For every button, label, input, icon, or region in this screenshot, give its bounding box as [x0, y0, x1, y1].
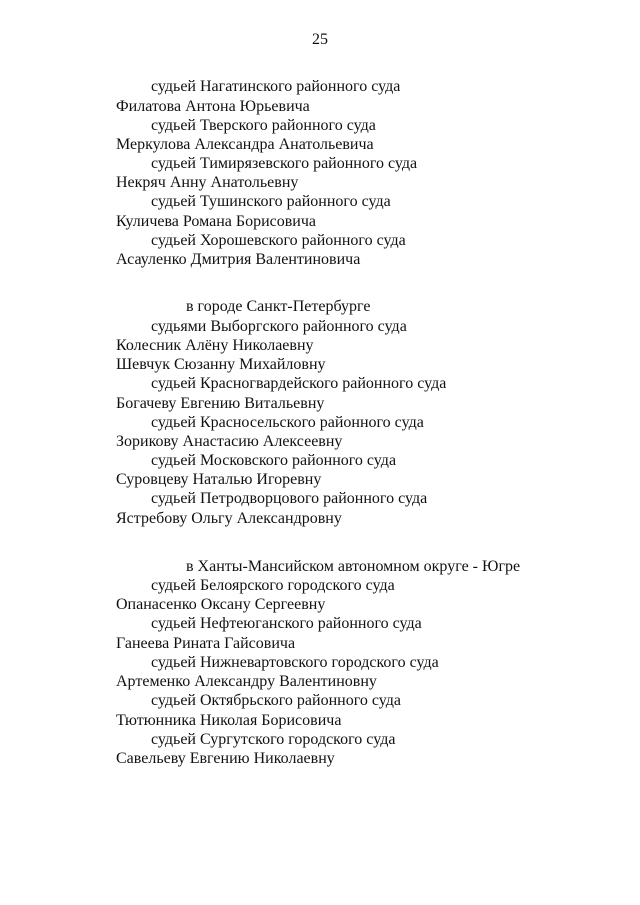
- court-line: судьей Красногвардейского районного суда: [151, 375, 447, 392]
- judge-name: Богачеву Евгению Витальевну: [116, 395, 325, 412]
- court-line: судьей Сургутского городского суда: [151, 731, 396, 748]
- court-line: судьями Выборгского районного суда: [151, 318, 407, 335]
- court-line: судьей Хорошевского районного суда: [151, 232, 406, 249]
- court-line: судьей Тверского районного суда: [151, 117, 376, 134]
- court-line: судьей Нефтеюганского районного суда: [151, 615, 422, 632]
- judge-name: Ястребову Ольгу Александровну: [116, 510, 342, 527]
- court-line: судьей Красносельского районного суда: [151, 414, 424, 431]
- court-line: судьей Петродворцового районного суда: [151, 490, 428, 507]
- court-line: судьей Тимирязевского районного суда: [151, 155, 418, 172]
- judge-name: Суровцеву Наталью Игоревну: [116, 471, 322, 488]
- judge-name: Меркулова Александра Анатольевича: [116, 136, 374, 153]
- page-number: 25: [312, 31, 328, 48]
- court-line: судьей Белоярского городского суда: [151, 577, 395, 594]
- judge-name: Некряч Анну Анатольевну: [116, 174, 299, 191]
- judge-name: Тютюнника Николая Борисовича: [116, 712, 342, 729]
- judge-name: Савельеву Евгению Николаевну: [116, 750, 335, 767]
- judge-name: Артеменко Александру Валентиновну: [116, 673, 377, 690]
- region-heading: в Ханты-Мансийском автономном округе - Югре: [186, 558, 521, 575]
- judge-name: Куличева Романа Борисовича: [116, 213, 316, 230]
- court-line: судьей Октябрьского районного суда: [151, 692, 401, 709]
- judge-name: Асауленко Дмитрия Валентиновича: [116, 251, 361, 268]
- judge-name: Опанасенко Оксану Сергеевну: [116, 596, 326, 613]
- court-line: судьей Нагатинского районного суда: [151, 78, 401, 95]
- court-line: судьей Тушинского районного суда: [151, 193, 391, 210]
- region-heading: в городе Санкт-Петербурге: [186, 298, 371, 315]
- judge-name: Шевчук Сюзанну Михайловну: [116, 356, 326, 373]
- court-line: судьей Московского районного суда: [151, 452, 397, 469]
- judge-name: Филатова Антона Юрьевича: [116, 98, 310, 115]
- court-line: судьей Нижневартовского городского суда: [151, 654, 439, 671]
- judge-name: Ганеева Рината Гайсовича: [116, 635, 296, 652]
- judge-name: Колесник Алёну Николаевну: [116, 337, 314, 354]
- judge-name: Зорикову Анастасию Алексеевну: [116, 433, 343, 450]
